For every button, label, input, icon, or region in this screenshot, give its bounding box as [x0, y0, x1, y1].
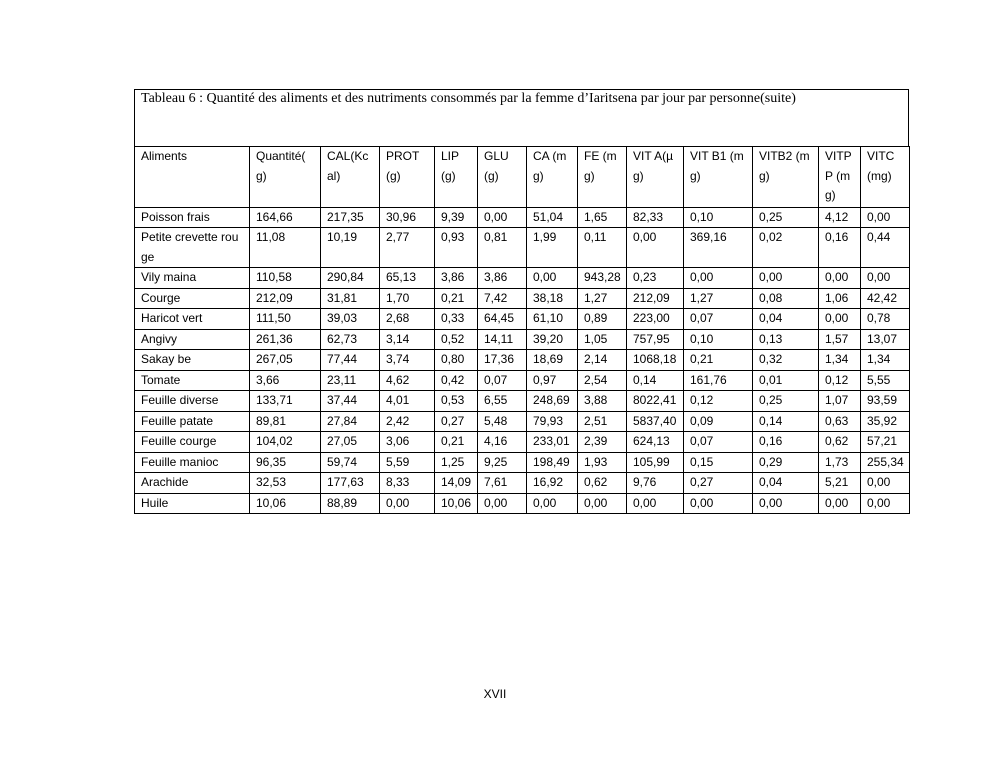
- value-cell: 3,74: [380, 350, 435, 371]
- column-header: LIP (g): [435, 147, 478, 208]
- table-row: [135, 288, 910, 309]
- value-cell: 0,00: [684, 493, 753, 514]
- value-cell: 27,05: [321, 432, 380, 453]
- value-cell: 255,34: [861, 452, 910, 473]
- value-cell: 0,53: [435, 391, 478, 412]
- value-cell: 17,36: [478, 350, 527, 371]
- value-cell: 2,77: [380, 228, 435, 268]
- value-cell: 16,92: [527, 473, 578, 494]
- value-cell: 1,06: [819, 288, 861, 309]
- table-row: [135, 391, 910, 412]
- column-header: VIT B1 (mg): [684, 147, 753, 208]
- value-cell: 27,84: [321, 411, 380, 432]
- value-cell: 0,08: [753, 288, 819, 309]
- value-cell: 0,00: [478, 493, 527, 514]
- value-cell: 0,00: [753, 268, 819, 289]
- value-cell: 14,09: [435, 473, 478, 494]
- value-cell: 1,34: [819, 350, 861, 371]
- value-cell: 110,58: [250, 268, 321, 289]
- value-cell: 0,00: [527, 493, 578, 514]
- value-cell: 0,00: [819, 268, 861, 289]
- food-name-cell: Vily maina: [135, 268, 250, 289]
- value-cell: 0,00: [627, 228, 684, 268]
- value-cell: 59,74: [321, 452, 380, 473]
- table-row: [135, 493, 910, 514]
- food-name-cell: Feuille courge: [135, 432, 250, 453]
- value-cell: 30,96: [380, 207, 435, 228]
- value-cell: 89,81: [250, 411, 321, 432]
- value-cell: 0,15: [684, 452, 753, 473]
- value-cell: 0,33: [435, 309, 478, 330]
- value-cell: 10,06: [250, 493, 321, 514]
- value-cell: 0,23: [627, 268, 684, 289]
- column-header: Quantité( g): [250, 147, 321, 208]
- value-cell: 0,12: [819, 370, 861, 391]
- value-cell: 0,07: [684, 432, 753, 453]
- value-cell: 0,93: [435, 228, 478, 268]
- value-cell: 0,01: [753, 370, 819, 391]
- value-cell: 3,06: [380, 432, 435, 453]
- table-header-row: [135, 147, 910, 208]
- value-cell: 0,04: [753, 309, 819, 330]
- value-cell: 1,05: [578, 329, 627, 350]
- table-row: [135, 452, 910, 473]
- value-cell: 3,86: [435, 268, 478, 289]
- value-cell: 212,09: [250, 288, 321, 309]
- value-cell: 2,39: [578, 432, 627, 453]
- food-name-cell: Huile: [135, 493, 250, 514]
- value-cell: 0,00: [861, 207, 910, 228]
- value-cell: 23,11: [321, 370, 380, 391]
- food-name-cell: Tomate: [135, 370, 250, 391]
- food-name-cell: Haricot vert: [135, 309, 250, 330]
- value-cell: 217,35: [321, 207, 380, 228]
- value-cell: 1,25: [435, 452, 478, 473]
- column-header: CAL(Kc al): [321, 147, 380, 208]
- value-cell: 0,13: [753, 329, 819, 350]
- value-cell: 233,01: [527, 432, 578, 453]
- value-cell: 0,25: [753, 391, 819, 412]
- column-header: Aliments: [135, 147, 250, 208]
- value-cell: 8,33: [380, 473, 435, 494]
- food-name-cell: Feuille manioc: [135, 452, 250, 473]
- value-cell: 4,16: [478, 432, 527, 453]
- value-cell: 2,51: [578, 411, 627, 432]
- value-cell: 369,16: [684, 228, 753, 268]
- page-number: XVII: [483, 687, 507, 701]
- value-cell: 0,89: [578, 309, 627, 330]
- value-cell: 3,14: [380, 329, 435, 350]
- value-cell: 3,88: [578, 391, 627, 412]
- column-header: FE (mg): [578, 147, 627, 208]
- value-cell: 0,00: [753, 493, 819, 514]
- food-name-cell: Feuille diverse: [135, 391, 250, 412]
- nutrient-table: [134, 146, 910, 514]
- value-cell: 37,44: [321, 391, 380, 412]
- value-cell: 0,97: [527, 370, 578, 391]
- column-header: VITP P (mg): [819, 147, 861, 208]
- table-row: [135, 370, 910, 391]
- table-row: [135, 473, 910, 494]
- value-cell: 88,89: [321, 493, 380, 514]
- value-cell: 0,14: [627, 370, 684, 391]
- value-cell: 1,27: [684, 288, 753, 309]
- food-name-cell: Angivy: [135, 329, 250, 350]
- value-cell: 5,21: [819, 473, 861, 494]
- value-cell: 1,99: [527, 228, 578, 268]
- value-cell: 0,42: [435, 370, 478, 391]
- nutrient-table-container: [134, 89, 909, 514]
- value-cell: 93,59: [861, 391, 910, 412]
- food-name-cell: Poisson frais: [135, 207, 250, 228]
- value-cell: 96,35: [250, 452, 321, 473]
- value-cell: 6,55: [478, 391, 527, 412]
- value-cell: 0,00: [578, 493, 627, 514]
- value-cell: 0,00: [527, 268, 578, 289]
- value-cell: 624,13: [627, 432, 684, 453]
- value-cell: 0,04: [753, 473, 819, 494]
- value-cell: 82,33: [627, 207, 684, 228]
- table-row: [135, 228, 910, 268]
- value-cell: 39,20: [527, 329, 578, 350]
- value-cell: 0,62: [819, 432, 861, 453]
- value-cell: 2,14: [578, 350, 627, 371]
- value-cell: 0,12: [684, 391, 753, 412]
- value-cell: 9,76: [627, 473, 684, 494]
- food-name-cell: Sakay be: [135, 350, 250, 371]
- value-cell: 8022,41: [627, 391, 684, 412]
- value-cell: 4,01: [380, 391, 435, 412]
- value-cell: 79,93: [527, 411, 578, 432]
- value-cell: 7,42: [478, 288, 527, 309]
- column-header: CA (mg): [527, 147, 578, 208]
- value-cell: 14,11: [478, 329, 527, 350]
- column-header: VIT A(µg): [627, 147, 684, 208]
- value-cell: 1068,18: [627, 350, 684, 371]
- value-cell: 757,95: [627, 329, 684, 350]
- value-cell: 35,92: [861, 411, 910, 432]
- value-cell: 111,50: [250, 309, 321, 330]
- table-row: [135, 309, 910, 330]
- food-name-cell: Feuille patate: [135, 411, 250, 432]
- value-cell: 0,52: [435, 329, 478, 350]
- value-cell: 164,66: [250, 207, 321, 228]
- value-cell: 1,07: [819, 391, 861, 412]
- value-cell: 0,80: [435, 350, 478, 371]
- value-cell: 0,00: [684, 268, 753, 289]
- value-cell: 1,70: [380, 288, 435, 309]
- value-cell: 0,07: [478, 370, 527, 391]
- value-cell: 0,44: [861, 228, 910, 268]
- value-cell: 65,13: [380, 268, 435, 289]
- value-cell: 10,06: [435, 493, 478, 514]
- value-cell: 0,27: [684, 473, 753, 494]
- value-cell: 2,54: [578, 370, 627, 391]
- value-cell: 223,00: [627, 309, 684, 330]
- value-cell: 0,00: [819, 309, 861, 330]
- value-cell: 4,62: [380, 370, 435, 391]
- table-row: [135, 411, 910, 432]
- value-cell: 2,68: [380, 309, 435, 330]
- table-row: [135, 329, 910, 350]
- value-cell: 1,65: [578, 207, 627, 228]
- value-cell: 943,28: [578, 268, 627, 289]
- value-cell: 0,10: [684, 207, 753, 228]
- food-name-cell: Petite crevette rouge: [135, 228, 250, 268]
- value-cell: 0,07: [684, 309, 753, 330]
- value-cell: 3,86: [478, 268, 527, 289]
- value-cell: 0,63: [819, 411, 861, 432]
- value-cell: 9,39: [435, 207, 478, 228]
- value-cell: 64,45: [478, 309, 527, 330]
- value-cell: 18,69: [527, 350, 578, 371]
- value-cell: 261,36: [250, 329, 321, 350]
- value-cell: 7,61: [478, 473, 527, 494]
- value-cell: 4,12: [819, 207, 861, 228]
- value-cell: 0,21: [435, 288, 478, 309]
- value-cell: 5,48: [478, 411, 527, 432]
- value-cell: 31,81: [321, 288, 380, 309]
- value-cell: 10,19: [321, 228, 380, 268]
- value-cell: 38,18: [527, 288, 578, 309]
- value-cell: 3,66: [250, 370, 321, 391]
- value-cell: 77,44: [321, 350, 380, 371]
- value-cell: 0,00: [627, 493, 684, 514]
- value-cell: 39,03: [321, 309, 380, 330]
- value-cell: 104,02: [250, 432, 321, 453]
- value-cell: 248,69: [527, 391, 578, 412]
- value-cell: 9,25: [478, 452, 527, 473]
- value-cell: 2,42: [380, 411, 435, 432]
- value-cell: 42,42: [861, 288, 910, 309]
- value-cell: 0,16: [753, 432, 819, 453]
- value-cell: 13,07: [861, 329, 910, 350]
- table-row: [135, 268, 910, 289]
- value-cell: 0,11: [578, 228, 627, 268]
- table-row: [135, 350, 910, 371]
- value-cell: 0,00: [861, 473, 910, 494]
- value-cell: 1,34: [861, 350, 910, 371]
- column-header: GLU (g): [478, 147, 527, 208]
- value-cell: 32,53: [250, 473, 321, 494]
- value-cell: 198,49: [527, 452, 578, 473]
- value-cell: 5,59: [380, 452, 435, 473]
- value-cell: 57,21: [861, 432, 910, 453]
- value-cell: 267,05: [250, 350, 321, 371]
- value-cell: 5837,40: [627, 411, 684, 432]
- value-cell: 0,00: [478, 207, 527, 228]
- value-cell: 212,09: [627, 288, 684, 309]
- value-cell: 0,81: [478, 228, 527, 268]
- value-cell: 177,63: [321, 473, 380, 494]
- value-cell: 1,73: [819, 452, 861, 473]
- value-cell: 0,14: [753, 411, 819, 432]
- table-row: [135, 432, 910, 453]
- value-cell: 290,84: [321, 268, 380, 289]
- value-cell: 5,55: [861, 370, 910, 391]
- value-cell: 0,00: [861, 493, 910, 514]
- value-cell: 1,93: [578, 452, 627, 473]
- food-name-cell: Arachide: [135, 473, 250, 494]
- value-cell: 0,10: [684, 329, 753, 350]
- value-cell: 0,21: [435, 432, 478, 453]
- value-cell: 62,73: [321, 329, 380, 350]
- value-cell: 0,78: [861, 309, 910, 330]
- value-cell: 11,08: [250, 228, 321, 268]
- value-cell: 0,16: [819, 228, 861, 268]
- value-cell: 0,00: [861, 268, 910, 289]
- value-cell: 0,32: [753, 350, 819, 371]
- value-cell: 0,29: [753, 452, 819, 473]
- value-cell: 61,10: [527, 309, 578, 330]
- table-body: [135, 207, 910, 514]
- value-cell: 0,25: [753, 207, 819, 228]
- value-cell: 161,76: [684, 370, 753, 391]
- value-cell: 0,00: [380, 493, 435, 514]
- value-cell: 1,27: [578, 288, 627, 309]
- value-cell: 105,99: [627, 452, 684, 473]
- column-header: PROT (g): [380, 147, 435, 208]
- table-caption: Tableau 6 : Quantité des aliments et des nutriments consommés par la femme d’Iaritsena par jour par personne(suite): [134, 89, 909, 146]
- value-cell: 1,57: [819, 329, 861, 350]
- column-header: VITB2 (mg): [753, 147, 819, 208]
- value-cell: 0,09: [684, 411, 753, 432]
- table-row: [135, 207, 910, 228]
- value-cell: 0,00: [819, 493, 861, 514]
- food-name-cell: Courge: [135, 288, 250, 309]
- value-cell: 0,02: [753, 228, 819, 268]
- value-cell: 133,71: [250, 391, 321, 412]
- value-cell: 0,21: [684, 350, 753, 371]
- column-header: VITC (mg): [861, 147, 910, 208]
- value-cell: 51,04: [527, 207, 578, 228]
- value-cell: 0,27: [435, 411, 478, 432]
- value-cell: 0,62: [578, 473, 627, 494]
